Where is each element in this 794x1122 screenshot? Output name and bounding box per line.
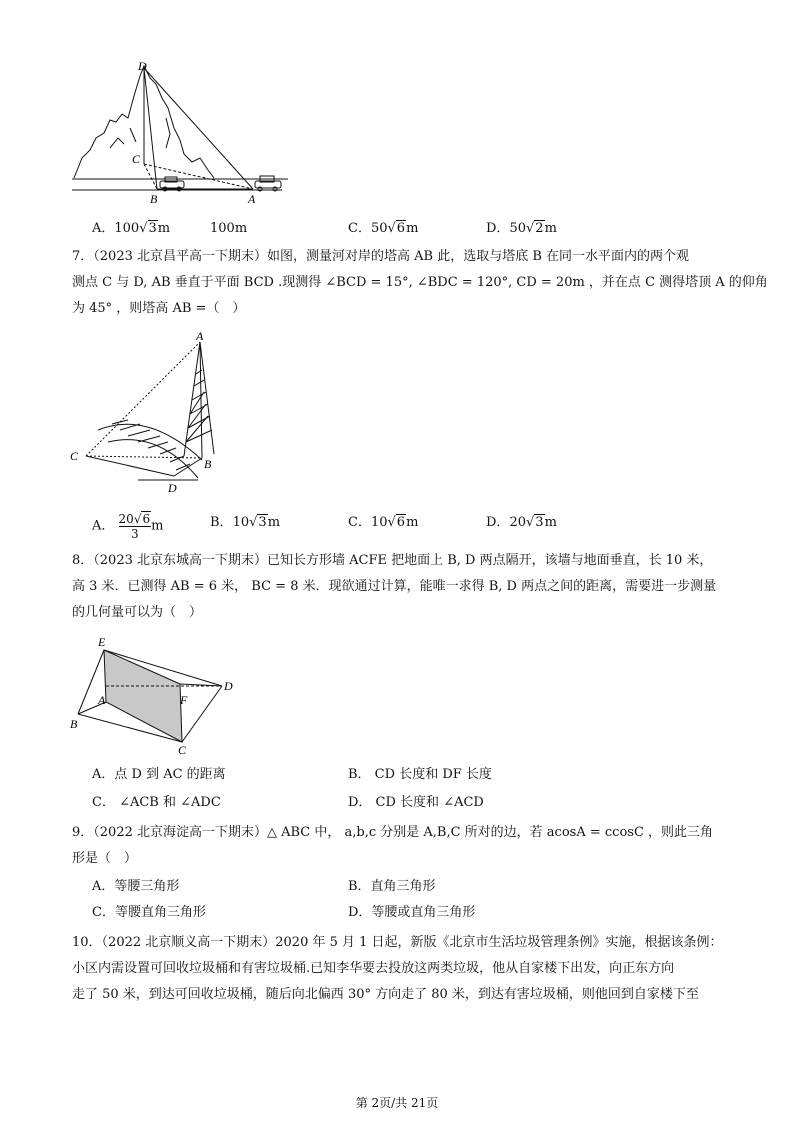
q6-label-b: B bbox=[150, 192, 158, 206]
q8-label-c: C bbox=[178, 743, 187, 757]
q8-option-d[interactable]: D． CD 长度和 ∠ACD bbox=[348, 795, 484, 810]
q6-option-a[interactable]: A．100√3m bbox=[92, 221, 171, 236]
q6-option-c[interactable]: C．50√6m bbox=[348, 221, 419, 236]
q7-figure bbox=[68, 330, 238, 500]
q9-line-2: 形是（ ） bbox=[72, 851, 138, 866]
q8-label-e: E bbox=[98, 635, 106, 649]
q7-line-2: 测点 C 与 D, AB 垂直于平面 BCD .现测得 ∠BCD = 15°, ∠BDC = 120°, CD = 20m ，并在点 C 测得塔顶 A 的仰角 bbox=[72, 275, 768, 290]
q9-option-b[interactable]: B．直角三角形 bbox=[348, 879, 436, 894]
page-footer: 第 2页/共 21页 bbox=[355, 1096, 439, 1110]
q6-option-b[interactable]: 100m bbox=[210, 221, 248, 236]
q7-option-a[interactable]: A． $\frac{20√6}{3}$ m bbox=[92, 512, 164, 541]
q8-figure bbox=[70, 632, 240, 758]
q7-label-b: B bbox=[204, 457, 212, 471]
q7-label-d: D bbox=[168, 481, 177, 495]
q8-line-2: 高 3 米．已测得 AB = 6 米， BC = 8 米．现欲通过计算，能唯一求得 B, D 两点之间的距离，需要进一步测量 bbox=[72, 579, 717, 594]
q9-option-a[interactable]: A．等腰三角形 bbox=[92, 879, 180, 894]
q8-line-1: 8．（2023 北京东城高一下期末）已知长方形墙 ACFE 把地面上 B, D 两点隔开，该墙与地面垂直，长 10 米， bbox=[72, 553, 713, 568]
q7-line-1: 7．（2023 北京昌平高一下期末）如图，测量河对岸的塔高 AB 此，选取与塔底 B 在同一水平面内的两个观 bbox=[72, 249, 690, 264]
q8-label-b: B bbox=[70, 717, 78, 731]
q8-option-c[interactable]: C． ∠ACB 和 ∠ADC bbox=[92, 795, 221, 810]
q7-option-c[interactable]: C．10√6m bbox=[348, 515, 419, 530]
q6-label-a: A bbox=[248, 192, 256, 206]
q7-line-3: 为 45° ，则塔高 AB =（ ） bbox=[72, 301, 246, 316]
q7-option-b[interactable]: B．10√3m bbox=[210, 515, 281, 530]
q6-label-c: C bbox=[132, 152, 141, 166]
q7-label-a: A bbox=[196, 329, 204, 343]
q9-line-1: 9．（2022 北京海淀高一下期末）△ ABC 中， a,b,c 分别是 A,B,C 所对的边，若 acosA = ccosC ，则此三角 bbox=[72, 825, 714, 840]
q7-label-c: C bbox=[70, 449, 79, 463]
q8-label-d: D bbox=[224, 679, 233, 693]
q10-line-2: 小区内需设置可回收垃圾桶和有害垃圾桶.已知李华要去投放这两类垃圾，他从自家楼下出发，向正东方向 bbox=[72, 961, 675, 976]
q10-line-1: 10．（2022 北京顺义高一下期末）2020 年 5 月 1 日起，新版《北京市生活垃圾管理条例》实施，根据该条例： bbox=[72, 935, 723, 950]
q6-option-d[interactable]: D．50√2m bbox=[486, 221, 557, 236]
q8-line-3: 的几何量可以为（ ） bbox=[72, 605, 203, 620]
q9-option-d[interactable]: D．等腰或直角三角形 bbox=[348, 905, 476, 920]
q8-label-a: A bbox=[98, 693, 106, 707]
q10-line-3: 走了 50 米，到达可回收垃圾桶，随后向北偏西 30° 方向走了 80 米，到达有害垃圾桶，则他回到自家楼下至 bbox=[72, 987, 699, 1002]
q6-figure bbox=[70, 58, 290, 208]
q8-label-f: F bbox=[180, 693, 188, 707]
q9-option-c[interactable]: C．等腰直角三角形 bbox=[92, 905, 206, 920]
q8-option-b[interactable]: B． CD 长度和 DF 长度 bbox=[348, 767, 492, 782]
q7-option-d[interactable]: D．20√3m bbox=[486, 515, 557, 530]
q8-option-a[interactable]: A．点 D 到 AC 的距离 bbox=[92, 767, 226, 782]
q6-label-d: D bbox=[138, 59, 147, 73]
